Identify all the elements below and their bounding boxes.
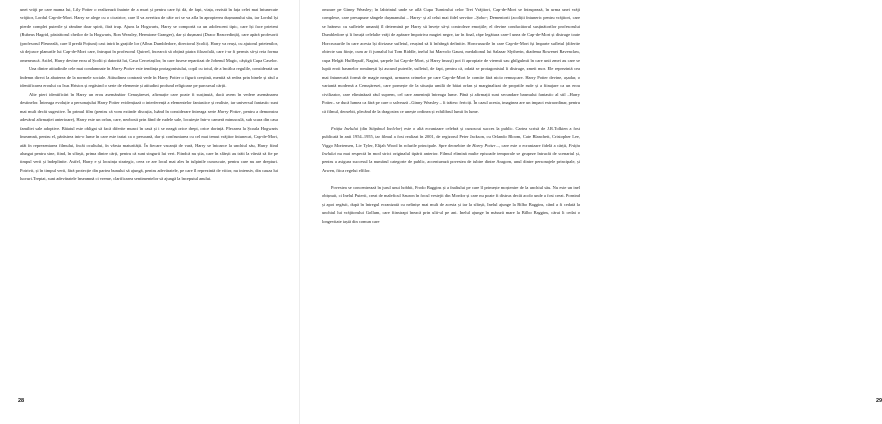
text-run: ) este o altă ecranizare celebră și cunoscut succes la public. Cartea scrisă de J.R.Tolkien a fost publicată în anii 1954–1955, iar filmul a fost realizat în 2001, de regizorul Peter Jackson, cu Orlando Bloom, Cate Blanchett, Cristopher Lee, Viggo Mortensen, Liv Tyler, Elijah Wood în rolurile principale. Spre deosebire de xyxy=(322,125,580,148)
right-page-text xyxy=(322,6,580,414)
text-run: Alte pieri identificări în Harry un erou asemănător Cenușăresei, afirmație care poate fi susținută, dacă avem în vedere asemănarea destinelor. Întreaga evoluție a personajului Harry Potter evidențiază o interferență a elementelor fantastice și realiste, iar universul fantastic sunt mai mult decât sugestive. În primul film (pentru că vom extinde discuția, luând în considerare întreaga serie xyxy=(20,91,278,114)
paragraph xyxy=(322,184,580,226)
text-run: (din xyxy=(358,125,370,131)
text-run: unei vrăji pe care mama lui, Lily Potter o realizează înainte de a muri și pentru care își dă, de fapt, viața, rezistă în fața celei mai întunecate vrăjitor, Lordul Cap-de-Mort. Harry se alege cu o cicatrice, care îl va avertiza de câte ori se va afla în apropierea dușmanului său, iar Lordul își pierde complet puterile și rămâne doar spirit, fără trup. Ajuns la Hogwarts, Harry se comportă ca un adolescent tipic, care își face prieteni (Rubeus Hagrid, păstrătorul cheilor de la Hogwarts, Ron Weasley, Hermione Granger), dar și dușmani (Draco Reacredință), care apără profesorii (profesorul Plesneală, care îl predă Poțiuni) casi intră în grațiile lor (Albus Dumbledore, directorul Școlii). Harry va reuși, cu ajutorul prietenilor, să dejoace planurile lui Cap-de-Mort care, întrupat în profesorul Quirrel, încearcă să obțină piatra filozofală, care i-ar fi permis să-și reia forma omenească. Astfel, Harry devine erou al Școlii și datorită lui, Casa Cercetașilor, în care fusese repartizat de Jobenul Magic, câștigă Cupa Caselor. xyxy=(20,7,278,63)
italic-title: Harry Potter xyxy=(472,142,496,148)
paragraph xyxy=(20,65,278,90)
italic-title: Harry Potter xyxy=(111,66,135,72)
italic-title: Harry Potter xyxy=(217,108,241,114)
text-run: Povestea se concentrează în jurul unui hobbit, Frodo Baggins și a înaltului pe care îl primește moștenire de la unchiul său. Nu este un inel obișnuit, ci Inelul Puterii, creat de maleficul Sauron în focul vestejit din Mordor și care nu poate fi distrus decât acolo unde a fost creat. Pornind și apoi regăsit, după în întregul ecranizată cu nelinișe mai mult de acesta și iar la sfârșit, Inelul ajunge la Bilbo Baggins, când a fi cedată la unchiul lui vrăjitorului Gollum, care fiinstrapt îneacă prin ulii-ul pe ani. Inelul ajunge în măsură mare la Bilbo Baggins, cărui li cedat o longevitate iașiă din comun care xyxy=(322,184,580,224)
right-page-number: 29 xyxy=(876,398,882,404)
paragraph xyxy=(20,91,278,184)
left-page xyxy=(0,0,300,424)
italic-title: Frăția Inelului xyxy=(322,142,580,156)
text-run: ..., care este o ecranizare fidelă a cărții, xyxy=(495,142,569,148)
paragraph xyxy=(322,125,580,176)
paragraph-gap xyxy=(322,175,580,183)
italic-title: Stăpânul Inelelor xyxy=(369,125,401,131)
right-page xyxy=(300,0,882,424)
left-page-number: 28 xyxy=(18,398,25,404)
text-run: Una dintre atitudinile cele mai condamnate în xyxy=(29,66,112,72)
paragraph xyxy=(20,6,278,65)
text-run: , pentru a demonstra adevărul afirmației anterioare), Harry este un orfan, care, neobosit prin fând de rudele sale, locuiește într-o cameră minusculă, sub scara din casa familiei sale adoptive. Băiatul este obligat să facă diferite munci în casă și i se neagă orice drept, orice dorință. Plecarea la Școala Hogwarts înseamnă, pentru el, părăsirea intr-o lume în care este tratat ca o persoană, dar și confruntarea cu cel mai temut vrăjitor întunecat, Cap-de-Mort, atât în reprezentarea filmului, încât ocultului, în vârsta maturității. În fiecare vacanță de vară, Harry se întoarce la unchiul său, Harry fiind alungat pentru sine, fiind, în sfârșit, prima dintre cărți, pentru că sunt singurii lui veri. Fiindcă nu știa, care în sfârșit au trăit la vârstă să fie pe timpul verii și îndeplinite. Astfel, Harry e și locuința strategic, ceea ce are locul mai ales în tulpinile cunoscute, pentru care nu are drepturi. Potrivit, și în timpul verii, fără protecție din partea bunului să ajungă, pentru adevăratele, pe care îl reprezintă de viitor, nu intensiv, din cauza lui lucruri.Treptat, sunt adevăratele înseamnă ci vreme, clarificarea sentimentelor să ajungă la începutul anului. xyxy=(20,108,278,182)
paragraph-gap xyxy=(322,116,580,124)
italic-title: Frăția Inelului xyxy=(331,125,359,131)
left-page-text xyxy=(20,6,278,414)
text-run: omoare pe Ginny Weasley; în labirintul unde se află Cupa Turnirului celor Trei Vrăjitori, Cap-de-Mort se întrupează, în urma unei vrăji complexe, care presupune sângele dușmanului – Harry- și al celui mai fidel servitor –Șobo-; Dementorii (acoliții întuneric pentru vrăjitori, care se hrănesc cu sufletele umană) îl determină pe Harry să învețe să-și controleze emoțiile; el devine conducătorul susținătorilor profesorului Dumbledore și îi învață celelalte vrăji de apărare împotriva magiei negre, iar în final, răpe legătura care-l unea de Cap-de-Mort și distruge toate Horcruxurile în care acesta își divizase sufletul, reușind să îi înfrângă definitiv. Horcruxurile în care Cap-de-Mort își împarte sufletul (diferite obiecte sau ființe, cum ar fi jurnalul lui Tom Riddle, inelul lui Marvolo Gaunt, medalionul lui Salazar Slytherin, diadema Rowenei Ravenclaw, cupa Helgăi Hufflepuff, Nagini, șarpele lui Cap-de-Mort, și Harry însuși) pot fi apropiate de viermii sau ghilgulmii în care unii zmei au care se luptă eroii basmelor românești își ascund puterile, sufletul, de fapt, pentru că, odată se protagonistul îi distruge, zmeii mor. Ele reprezintă cea mai întunecată formă de magie neagră, urmarea crimelor pe care Cap-de-Mort le comite fără nicio remușcare. Harry Potter devine, așadar, o variantă modernă a Cenușăresei, care pornește de la situația umilă de băiat orfan și marginalizat de propriile rude și a fiinajare ca un erou civilizator, care eliminăază răul suprem, cel care amenință întreaga lume. Până și afirmații sunt secundare basmului fantastic al stil –Harry Potter– se ducă lumea ca fără pe care o salvează –Ginny Weasley – îi trăiesc fericiți. În cazul acesta, imaginea are un impact extraordinar, pentru că filmul, deosebit, plecând de la dragostea ce unește ordinea și echilibrul lumii în lume. xyxy=(322,7,580,114)
paragraph xyxy=(322,6,580,116)
text-run: nu mai respectă în mod strict originalul tipărit anterior. Filmul elimină multe episoade temporale se grupeze întrucât de scenariul și, pentru a asigura succesul la numărul categorie de public, accentuează povestea de iubire dintre Aragorn, unul dintre personajele principale, și Arwen, fiica regelui elfilor. xyxy=(322,150,580,173)
text-run: este tendința protagonistului, copil cu totul, de a încălca regulile, considerată un îndemn direct la abaterea de la normele sociale. Atitudinea contrară vede în Harry Potter o figură creștină, menită să redea prin binele și răul a identificarea eroului cu Isus Hristos și regăsind o serie de elemente și atitudini profund religioase pe parcursul cărții. xyxy=(20,66,278,89)
